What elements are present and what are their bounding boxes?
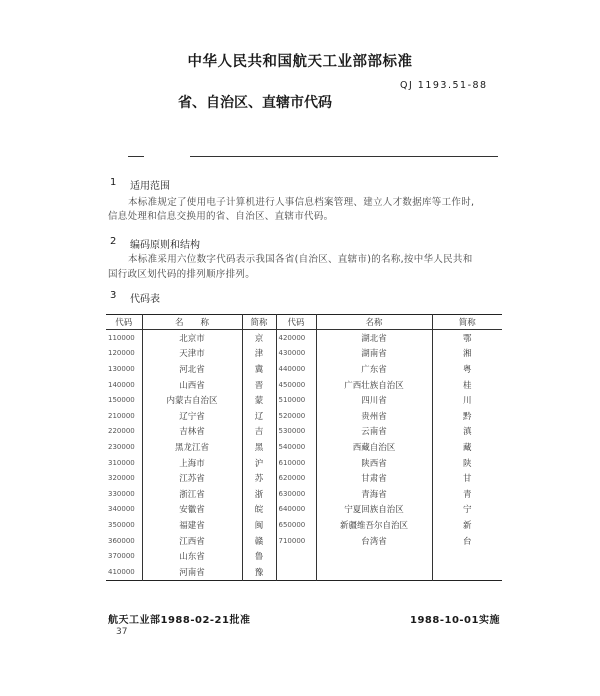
cell-abbreviation: 苏 bbox=[242, 470, 276, 486]
cell-code: 150000 bbox=[108, 396, 135, 405]
table-row bbox=[106, 470, 502, 486]
cell-code: 220000 bbox=[108, 427, 135, 436]
table-row bbox=[106, 408, 502, 424]
cell-name-right: 广东省 bbox=[316, 361, 432, 377]
cell-name-right: 新疆维吾尔自治区 bbox=[316, 517, 432, 533]
cell-code: 120000 bbox=[108, 349, 135, 358]
section-title: 编码原则和结构 bbox=[130, 240, 200, 251]
cell-abbreviation-right: 青 bbox=[432, 486, 502, 502]
cell-abbreviation-right: 新 bbox=[432, 517, 502, 533]
cell-abbreviation: 鲁 bbox=[242, 548, 276, 564]
cell-name: 江西省 bbox=[142, 533, 242, 549]
scope-paragraph-line-2: 信息处理和信息交换用的省、自治区、直辖市代码。 bbox=[108, 211, 334, 222]
header-rule-short bbox=[128, 156, 144, 157]
cell-name: 福建省 bbox=[142, 517, 242, 533]
cell-code-right: 530000 bbox=[276, 424, 316, 440]
cell-abbreviation-right: 川 bbox=[432, 392, 502, 408]
cell-abbreviation: 冀 bbox=[242, 361, 276, 377]
cell-name-right: 西藏自治区 bbox=[316, 439, 432, 455]
section-number: 2 bbox=[110, 236, 117, 247]
table-header-row bbox=[106, 315, 502, 330]
cell-code: 320000 bbox=[108, 474, 135, 483]
cell-abbreviation-right: 黔 bbox=[432, 408, 502, 424]
cell-code: 130000 bbox=[108, 364, 135, 373]
cell-name-right: 云南省 bbox=[316, 424, 432, 440]
section-title: 适用范围 bbox=[130, 181, 170, 192]
cell-abbreviation-right: 陕 bbox=[432, 455, 502, 471]
section-number: 3 bbox=[110, 290, 117, 301]
cell-code-right: 540000 bbox=[276, 439, 316, 455]
cell-name-right bbox=[316, 564, 432, 580]
cell-name-right: 青海省 bbox=[316, 486, 432, 502]
cell-name-right: 甘肃省 bbox=[316, 470, 432, 486]
table-row bbox=[106, 517, 502, 533]
cell-name-right: 台湾省 bbox=[316, 533, 432, 549]
approval-date: 航天工业部1988-02-21批准 bbox=[108, 615, 251, 626]
standard-code: QJ 1193.51-88 bbox=[400, 80, 488, 91]
cell-abbreviation-right: 桂 bbox=[432, 377, 502, 393]
cell-abbreviation-right: 台 bbox=[432, 533, 502, 549]
cell-code-right: 420000 bbox=[276, 330, 316, 346]
cell-abbreviation-right: 甘 bbox=[432, 470, 502, 486]
cell-abbreviation-right: 鄂 bbox=[432, 330, 502, 346]
cell-code-right bbox=[276, 564, 316, 580]
cell-abbreviation: 闽 bbox=[242, 517, 276, 533]
cell-code-right: 710000 bbox=[276, 533, 316, 549]
cell-abbreviation-right: 粤 bbox=[432, 361, 502, 377]
cell-abbreviation: 津 bbox=[242, 346, 276, 362]
table-row bbox=[106, 564, 502, 580]
header-abbreviation-right: 简称 bbox=[432, 315, 502, 330]
cell-code-right: 430000 bbox=[276, 346, 316, 362]
cell-name: 辽宁省 bbox=[142, 408, 242, 424]
cell-code: 350000 bbox=[108, 520, 135, 529]
table-row bbox=[106, 502, 502, 518]
cell-name-right: 广西壮族自治区 bbox=[316, 377, 432, 393]
cell-code: 410000 bbox=[108, 567, 135, 576]
page-title: 中华人民共和国航天工业部部标准 bbox=[187, 54, 413, 70]
scope-paragraph-line-1: 本标准规定了使用电子计算机进行人事信息档案管理、建立人才数据库等工作时, bbox=[128, 197, 475, 208]
cell-code: 210000 bbox=[108, 411, 135, 420]
cell-name: 山西省 bbox=[142, 377, 242, 393]
cell-name: 浙江省 bbox=[142, 486, 242, 502]
cell-abbreviation: 沪 bbox=[242, 455, 276, 471]
cell-abbreviation-right: 滇 bbox=[432, 424, 502, 440]
header-abbreviation: 简称 bbox=[242, 315, 276, 330]
cell-name-right: 宁夏回族自治区 bbox=[316, 502, 432, 518]
cell-abbreviation-right: 藏 bbox=[432, 439, 502, 455]
principles-paragraph-line-2: 国行政区划代码的排列顺序排列。 bbox=[108, 269, 256, 280]
cell-code-right: 450000 bbox=[276, 377, 316, 393]
cell-code-right: 630000 bbox=[276, 486, 316, 502]
cell-code: 310000 bbox=[108, 458, 135, 467]
table-row bbox=[106, 330, 502, 346]
principles-paragraph-line-1: 本标准采用六位数字代码表示我国各省(自治区、直辖市)的名称,按中华人民共和 bbox=[128, 254, 473, 265]
cell-name-right: 陕西省 bbox=[316, 455, 432, 471]
table-row bbox=[106, 548, 502, 564]
table-row bbox=[106, 424, 502, 440]
cell-name-right: 湖北省 bbox=[316, 330, 432, 346]
table-row bbox=[106, 361, 502, 377]
cell-code-right bbox=[276, 548, 316, 564]
cell-code: 230000 bbox=[108, 442, 135, 451]
cell-code: 360000 bbox=[108, 536, 135, 545]
table-row bbox=[106, 346, 502, 362]
cell-name-right: 贵州省 bbox=[316, 408, 432, 424]
effective-date: 1988-10-01实施 bbox=[410, 615, 500, 626]
cell-abbreviation-right: 湘 bbox=[432, 346, 502, 362]
cell-code-right: 520000 bbox=[276, 408, 316, 424]
cell-abbreviation-right bbox=[432, 548, 502, 564]
cell-abbreviation: 黑 bbox=[242, 439, 276, 455]
cell-abbreviation: 豫 bbox=[242, 564, 276, 580]
cell-abbreviation: 皖 bbox=[242, 502, 276, 518]
cell-code-right: 440000 bbox=[276, 361, 316, 377]
cell-name: 内蒙古自治区 bbox=[142, 392, 242, 408]
section-title: 代码表 bbox=[130, 294, 160, 305]
cell-code: 340000 bbox=[108, 505, 135, 514]
cell-code-right: 510000 bbox=[276, 392, 316, 408]
code-table bbox=[106, 314, 502, 581]
table-row bbox=[106, 533, 502, 549]
document-subtitle: 省、自治区、直辖市代码 bbox=[178, 95, 332, 111]
cell-abbreviation: 辽 bbox=[242, 408, 276, 424]
header-rule-long bbox=[190, 156, 498, 157]
cell-name-right: 四川省 bbox=[316, 392, 432, 408]
header-name: 名 称 bbox=[142, 315, 242, 330]
cell-code-right: 640000 bbox=[276, 502, 316, 518]
cell-name: 北京市 bbox=[142, 330, 242, 346]
table-row bbox=[106, 392, 502, 408]
cell-abbreviation: 浙 bbox=[242, 486, 276, 502]
table-row bbox=[106, 486, 502, 502]
cell-code: 370000 bbox=[108, 552, 135, 561]
cell-name: 山东省 bbox=[142, 548, 242, 564]
cell-name: 安徽省 bbox=[142, 502, 242, 518]
header-code-right: 代码 bbox=[276, 315, 316, 330]
table-row bbox=[106, 455, 502, 471]
cell-name: 河南省 bbox=[142, 564, 242, 580]
cell-code-right: 620000 bbox=[276, 470, 316, 486]
cell-name: 天津市 bbox=[142, 346, 242, 362]
cell-name: 上海市 bbox=[142, 455, 242, 471]
header-name-right: 名称 bbox=[316, 315, 432, 330]
page-number: 37 bbox=[116, 627, 128, 637]
cell-name-right bbox=[316, 548, 432, 564]
cell-abbreviation: 晋 bbox=[242, 377, 276, 393]
cell-abbreviation: 赣 bbox=[242, 533, 276, 549]
table-row bbox=[106, 377, 502, 393]
cell-code-right: 610000 bbox=[276, 455, 316, 471]
cell-name: 河北省 bbox=[142, 361, 242, 377]
cell-code: 110000 bbox=[108, 333, 135, 342]
cell-code: 140000 bbox=[108, 380, 135, 389]
cell-code-right: 650000 bbox=[276, 517, 316, 533]
cell-name-right: 湖南省 bbox=[316, 346, 432, 362]
table-row bbox=[106, 439, 502, 455]
cell-abbreviation-right bbox=[432, 564, 502, 580]
cell-abbreviation: 蒙 bbox=[242, 392, 276, 408]
cell-name: 吉林省 bbox=[142, 424, 242, 440]
cell-abbreviation-right: 宁 bbox=[432, 502, 502, 518]
cell-code: 330000 bbox=[108, 489, 135, 498]
cell-abbreviation: 京 bbox=[242, 330, 276, 346]
cell-abbreviation: 吉 bbox=[242, 424, 276, 440]
header-code: 代码 bbox=[106, 315, 142, 330]
cell-name: 黑龙江省 bbox=[142, 439, 242, 455]
cell-name: 江苏省 bbox=[142, 470, 242, 486]
section-number: 1 bbox=[110, 177, 117, 188]
